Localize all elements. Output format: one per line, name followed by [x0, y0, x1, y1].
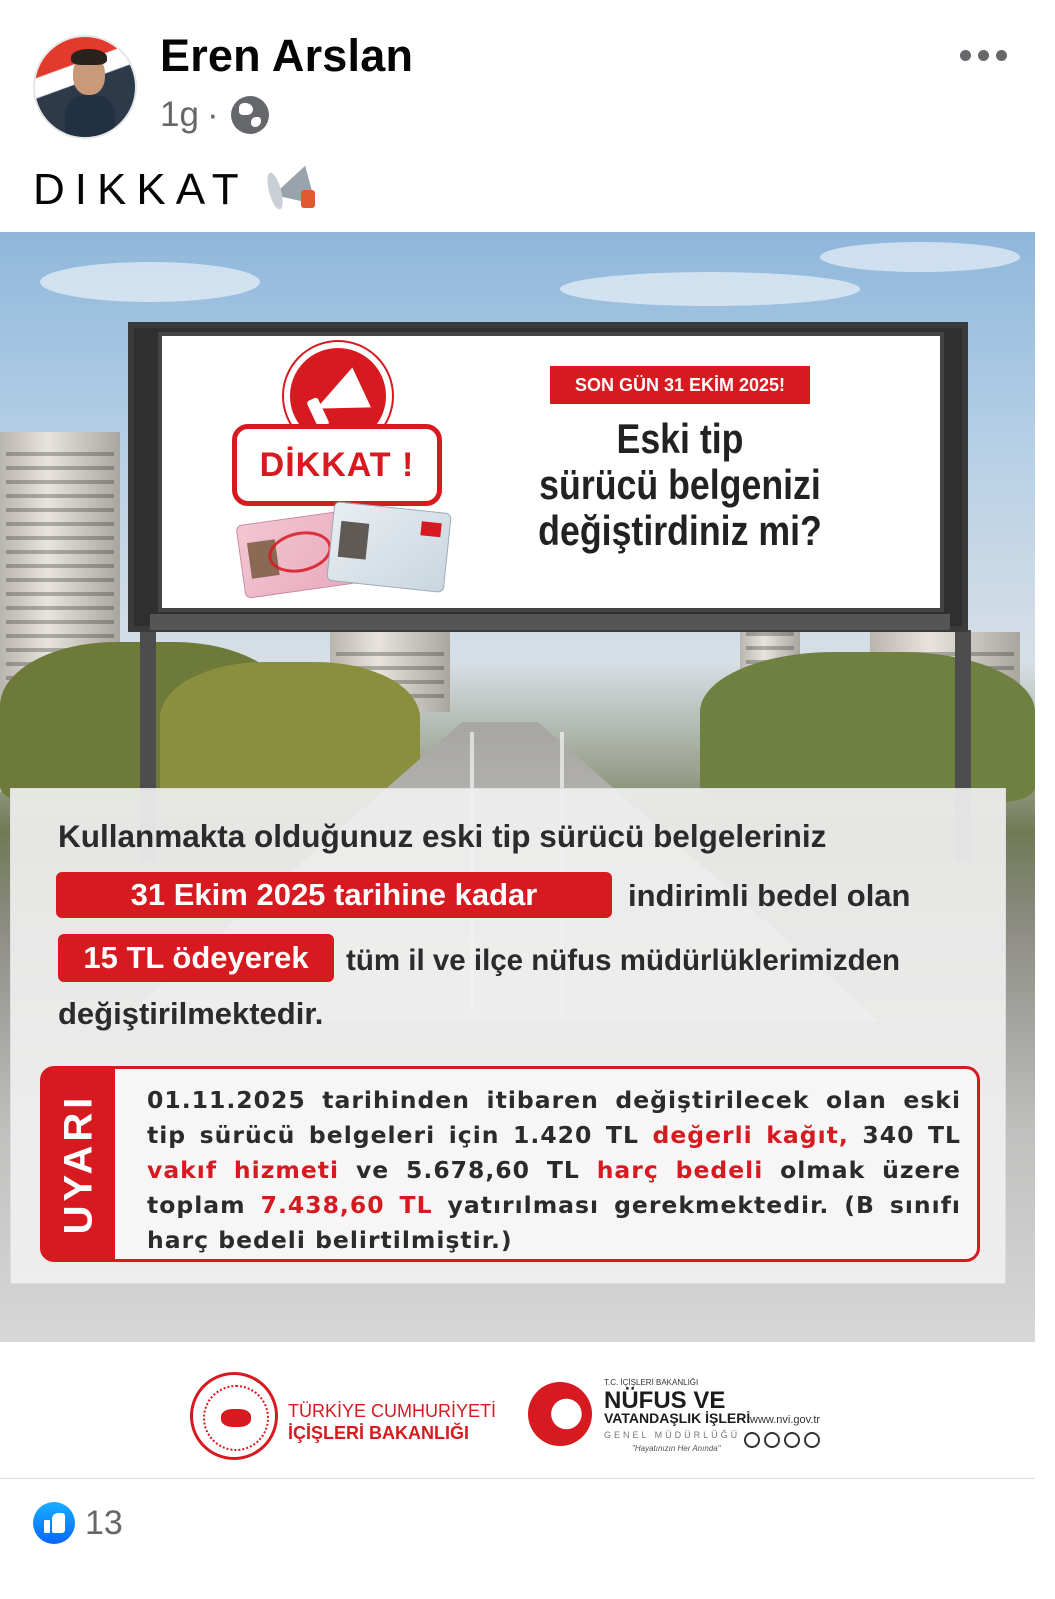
cloud — [40, 262, 260, 302]
post-time[interactable]: 1g — [160, 95, 199, 134]
info-line-2: indirimli bedel olan — [628, 878, 911, 913]
nvi-logo-icon — [528, 1382, 592, 1446]
post-header — [0, 0, 1055, 160]
ministry-seal-icon — [190, 1372, 278, 1460]
trees — [160, 662, 420, 802]
dikkat-badge: DİKKAT ! — [232, 424, 442, 506]
youtube-icon — [804, 1432, 820, 1448]
ministry-name — [288, 1400, 496, 1444]
nvi-subtitle: VATANDAŞLIK İŞLERİ — [604, 1410, 751, 1426]
warning-box — [40, 1066, 980, 1262]
info-line-4: değiştirilmektedir. — [58, 996, 324, 1031]
globe-icon — [231, 96, 269, 134]
deadline-banner: SON GÜN 31 EKİM 2025! — [550, 366, 810, 404]
warning-text-part: yatırılması gerekmektedir. (B sınıfı harç bedeli belirtilmiştir.) — [147, 1191, 961, 1254]
social-icons — [744, 1432, 820, 1448]
avatar[interactable] — [33, 35, 137, 139]
info-line-1: Kullanmakta olduğunuz eski tip sürücü belgeleriniz — [58, 818, 827, 854]
avatar-suit — [65, 95, 115, 139]
twitter-icon — [744, 1432, 760, 1448]
warning-highlight: harç bedeli — [596, 1156, 764, 1184]
post-image[interactable] — [0, 232, 1035, 1477]
warning-text-part: ve 5.678,60 TL — [339, 1156, 597, 1184]
facebook-icon — [764, 1432, 780, 1448]
divider — [0, 1478, 1035, 1479]
warning-text — [147, 1083, 961, 1258]
price-pill: 15 TL ödeyerek — [58, 934, 334, 982]
avatar-hair — [71, 49, 107, 65]
nvi-url: www.nvi.gov.tr — [750, 1414, 821, 1426]
megaphone-icon — [267, 166, 325, 214]
nvi-name: NÜFUS VE — [604, 1387, 726, 1414]
billboard-title-line: değiştirdiniz mi? — [538, 507, 822, 554]
meta-separator: · — [206, 95, 219, 134]
logo-row — [0, 1342, 1035, 1477]
more-options-icon[interactable] — [955, 40, 1011, 70]
warning-text-part: 340 TL — [848, 1121, 961, 1149]
like-icon[interactable] — [33, 1502, 75, 1544]
reactions-bar[interactable] — [33, 1502, 123, 1544]
warning-label: UYARI — [56, 1093, 101, 1235]
warning-highlight: 7.438,60 TL — [260, 1191, 433, 1219]
billboard-title — [527, 416, 833, 554]
post-meta — [160, 95, 269, 135]
warning-text-part: 01.11.2025 tarihinden itibaren değiştirilecek olan eski tip sürücü belgeleri için 1.420 TL — [147, 1086, 961, 1149]
ministry-line-2: İÇİŞLERİ BAKANLIĞI — [288, 1423, 470, 1443]
billboard-title-line: sürücü belgenizi — [539, 461, 821, 508]
caption-text: DIKKAT — [33, 165, 249, 214]
instagram-icon — [784, 1432, 800, 1448]
author-name[interactable]: Eren Arslan — [160, 30, 414, 81]
billboard-bar — [150, 614, 950, 630]
warning-highlight: vakıf hizmeti — [147, 1156, 340, 1184]
ministry-line-1: TÜRKİYE CUMHURİYETİ — [288, 1401, 497, 1421]
trees — [700, 652, 1035, 802]
new-license-card — [326, 501, 452, 593]
cloud — [820, 242, 1020, 272]
deadline-pill: 31 Ekim 2025 tarihine kadar — [56, 872, 612, 918]
warning-highlight: değerli kağıt, — [652, 1121, 849, 1149]
reaction-count[interactable]: 13 — [85, 1503, 123, 1542]
warning-text-part: olmak üzere toplam — [147, 1156, 961, 1219]
nvi-slogan: "Hayatınızın Her Anında" — [632, 1444, 721, 1453]
billboard-title-line: Eski tip — [616, 415, 744, 462]
nvi-ministry: T.C. İÇİŞLERİ BAKANLIĞI — [604, 1378, 699, 1387]
post-caption — [33, 165, 325, 215]
nvi-directorate: GENEL MÜDÜRLÜĞÜ — [604, 1430, 741, 1440]
cloud — [560, 272, 860, 306]
warning-tab — [43, 1069, 115, 1259]
info-line-3: tüm il ve ilçe nüfus müdürlüklerimizden — [346, 944, 901, 977]
